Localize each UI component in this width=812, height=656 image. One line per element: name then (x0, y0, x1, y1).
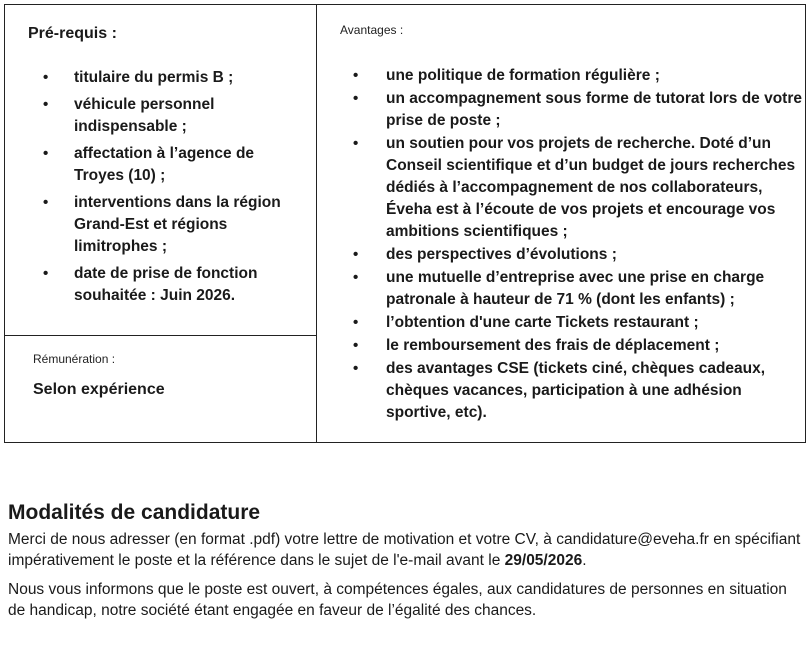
deadline-date: 29/05/2026 (504, 552, 583, 569)
modalites-paragraph-2: Nous vous informons que le poste est ouvert, à compétences égales, aux candidatures de personnes en situation de handicap, notre société étant engagée en faveur de l’égalité des chances. (8, 581, 787, 619)
prerequis-list (43, 67, 304, 312)
list-item: • l’obtention d'une carte Tickets restaurant ; (386, 312, 804, 334)
list-item: • une politique de formation régulière ; (386, 65, 804, 87)
list-item: • véhicule personnel indispensable ; (43, 96, 215, 135)
list-item: • titulaire du permis B ; (74, 67, 304, 89)
list-item: • des avantages CSE (tickets ciné, chèques cadeaux, chèques vacances, participation à une adhésion sportive, etc). (353, 360, 766, 421)
list-item: • un soutien pour vos projets de recherche. Doté d’un Conseil scientifique et d’un budget de jours recherches dédiés à l’accompagnement de nos collaborateurs, Éveha est à l’écoute de vos projets et encourage vos ambitions scientifiques ; (353, 135, 796, 240)
list-item: • affectation à l’agence de Troyes (10) ; (43, 145, 255, 184)
avantages-title: Avantages : (340, 23, 404, 37)
list-item: • des perspectives d’évolutions ; (386, 244, 804, 266)
list-item: • interventions dans la région Grand-Est et régions limitrophes ; (43, 194, 281, 255)
list-item: • un accompagnement sous forme de tutorat lors de votre prise de poste ; (353, 90, 802, 129)
bullet-icon: • (353, 67, 359, 84)
bullet-icon: • (43, 265, 49, 282)
remuneration-section (4, 335, 317, 443)
prerequis-section (4, 4, 317, 336)
bullet-icon: • (353, 314, 359, 331)
bullet-icon: • (353, 246, 359, 263)
bullet-icon: • (353, 337, 359, 354)
list-item: • date de prise de fonction souhaitée : Juin 2026. (43, 265, 258, 304)
bullet-icon: • (353, 269, 359, 286)
list-item: • le remboursement des frais de déplacement ; (386, 335, 804, 357)
list-item: • une mutuelle d’entreprise avec une prise en charge patronale à hauteur de 71 % (dont les enfants) ; (353, 269, 765, 308)
bullet-icon: • (353, 135, 359, 152)
remuneration-title: Rémunération : (33, 352, 116, 366)
remuneration-value: Selon expérience (33, 381, 165, 398)
bullet-icon: • (43, 96, 49, 113)
prerequis-title: Pré-requis : (28, 25, 117, 42)
bullet-icon: • (43, 69, 49, 86)
avantages-list (353, 65, 804, 425)
bullet-icon: • (43, 145, 49, 162)
avantages-section (316, 4, 806, 443)
modalites-title: Modalités de candidature (8, 501, 261, 524)
bullet-icon: • (353, 360, 359, 377)
modalites-paragraph-1: Merci de nous adresser (en format .pdf) votre lettre de motivation et votre CV, à candidature@eveha.fr en spécifiant impérativement le poste et la référence dans le sujet de l'e-mail avant le 29/05/2026. (8, 531, 801, 569)
bullet-icon: • (43, 194, 49, 211)
modalites-section (8, 500, 808, 621)
bullet-icon: • (353, 90, 359, 107)
